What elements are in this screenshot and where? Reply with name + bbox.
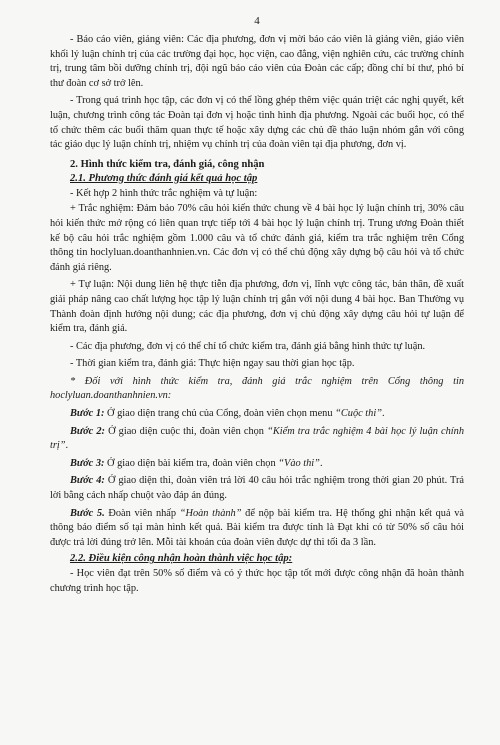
- step-2-quote: “Kiểm tra trắc nghiệm 4 bài học lý luận chính trị”: [50, 425, 464, 452]
- step-4-label: Bước 4:: [70, 475, 105, 487]
- step-1-end: .: [381, 408, 385, 420]
- paragraph-completion: - Học viên đạt trên 50% số điểm và có ý thức học tập tốt mới được công nhận đã hoàn thành chương trình học tập.: [50, 568, 464, 594]
- step-5: [50, 507, 464, 551]
- paragraph-multiple-choice: + Trắc nghiệm: Đảm bảo 70% câu hỏi kiến thức chung về 4 bài học lý luận chính trị, 30% câu hỏi kiến thức mở rộng có liên quan trực tiếp tới 4 bài học lý luận chính trị. Trung ương Đoàn thiết kế bộ câu hỏi trắc nghiệm gồm 1.000 câu và tổ chức đánh giá, kiểm tra trắc nghiệm trên Cổng thông tin hoclyluan.doanthanhnien.vn. Các đơn vị có thể chủ động xây dựng bộ câu hỏi và tổ chức đánh giá riêng.: [50, 203, 464, 273]
- step-1-label: Bước 1:: [70, 408, 105, 420]
- step-3-label: Bước 3:: [70, 457, 105, 469]
- step-2-label: Bước 2:: [70, 425, 105, 437]
- step-3-quote: “Vào thi”: [278, 457, 320, 469]
- step-2-end: .: [65, 440, 69, 452]
- step-2-text: Ở giao diện cuộc thi, đoàn viên chọn: [104, 425, 268, 437]
- step-3-text: Ở giao diện bài kiểm tra, đoàn viên chọn: [104, 457, 279, 469]
- section-2-heading: 2. Hình thức kiểm tra, đánh giá, công nhận: [70, 158, 265, 170]
- step-4: [50, 474, 464, 503]
- section-2-1-heading: 2.1. Phương thức đánh giá kết quả học tập: [70, 172, 258, 184]
- paragraph-combined-forms: - Kết hợp 2 hình thức trắc nghiệm và tự luận:: [70, 187, 258, 199]
- paragraph-lecturers: - Báo cáo viên, giảng viên: Các địa phương, đơn vị mời báo cáo viên là giảng viên, giáo viên khối lý luận chính trị của các trường đại học, học viện, cao đẳng, viện nghiên cứu, các trường chính trị, trung tâm bồi dưỡng chính trị, đội ngũ báo cáo viên của Đoàn các cấp; đồng chí bí thư, phó bí thư đoàn cơ sở trở lên.: [50, 34, 464, 89]
- step-4-text: Ở giao diện thi, đoàn viên trả lời 40 câu hỏi trắc nghiệm trong thời gian 20 phút. Trả lời bằng cách nhấp chuột vào đáp án đúng.: [50, 475, 464, 502]
- step-1: [50, 407, 464, 422]
- step-5-end: để nộp bài kiểm tra. Hệ thống ghi nhận kết quả và thông báo điểm số tại màn hình kết quả. Bài kiểm tra được tính là Đạt khi có từ 50% số câu hỏi được trả lời đúng trở lên. Mỗi tài khoản của đoàn viên được dự thi tối đa 3 lần.: [50, 507, 464, 548]
- paragraph-essay: + Tự luận: Nội dung liên hệ thực tiễn địa phương, đơn vị, lĩnh vực công tác, bản thân, đề xuất giải pháp nâng cao chất lượng học tập lý luận chính trị gắn với nội dung 4 bài học. Ban Thường vụ Thành đoàn định hướng nội dung; các địa phương, đơn vị chủ động xây dựng câu hỏi tự luận để kiểm tra, đánh giá.: [50, 279, 464, 335]
- step-3-end: .: [319, 457, 323, 469]
- page-number: 4: [254, 15, 260, 27]
- step-1-text: Ở giao diện trang chủ của Cổng, đoàn viên chọn menu: [104, 408, 336, 420]
- step-5-label: Bước 5.: [70, 507, 105, 519]
- section-2-2-heading: 2.2. Điều kiện công nhận hoàn thành việc học tập:: [70, 553, 293, 565]
- paragraph-online-intro: * Đối với hình thức kiểm tra, đánh giá trắc nghiệm trên Cổng thông tin hoclyluan.doanthanhnien.vn:: [50, 375, 464, 402]
- paragraph-integration: - Trong quá trình học tập, các đơn vị có thể lồng ghép thêm việc quán triệt các nghị quyết, kết luận, chương trình công tác Đoàn tại đơn vị hoặc tình hình địa phương. Ngoài các buổi học, có thể tổ chức thêm các buổi thăm quan thực tế hoặc xây dựng các chủ đề thảo luận nhóm gắn với công tác giáo dục lý luận chính trị, nhiệm vụ chính trị của đoàn viên tại địa phương, đơn vị.: [50, 95, 464, 151]
- step-1-quote: “Cuộc thi”: [335, 408, 382, 420]
- step-5-text: Đoàn viên nhấp: [104, 507, 180, 519]
- paragraph-essay-only: - Các địa phương, đơn vị có thể chỉ tổ chức kiểm tra, đánh giá bằng hình thức tự luận.: [70, 340, 426, 352]
- step-3: [50, 457, 464, 472]
- step-2: [50, 425, 464, 454]
- paragraph-timing: - Thời gian kiểm tra, đánh giá: Thực hiện ngay sau thời gian học tập.: [70, 358, 355, 370]
- step-5-quote: “Hoàn thành”: [179, 507, 242, 519]
